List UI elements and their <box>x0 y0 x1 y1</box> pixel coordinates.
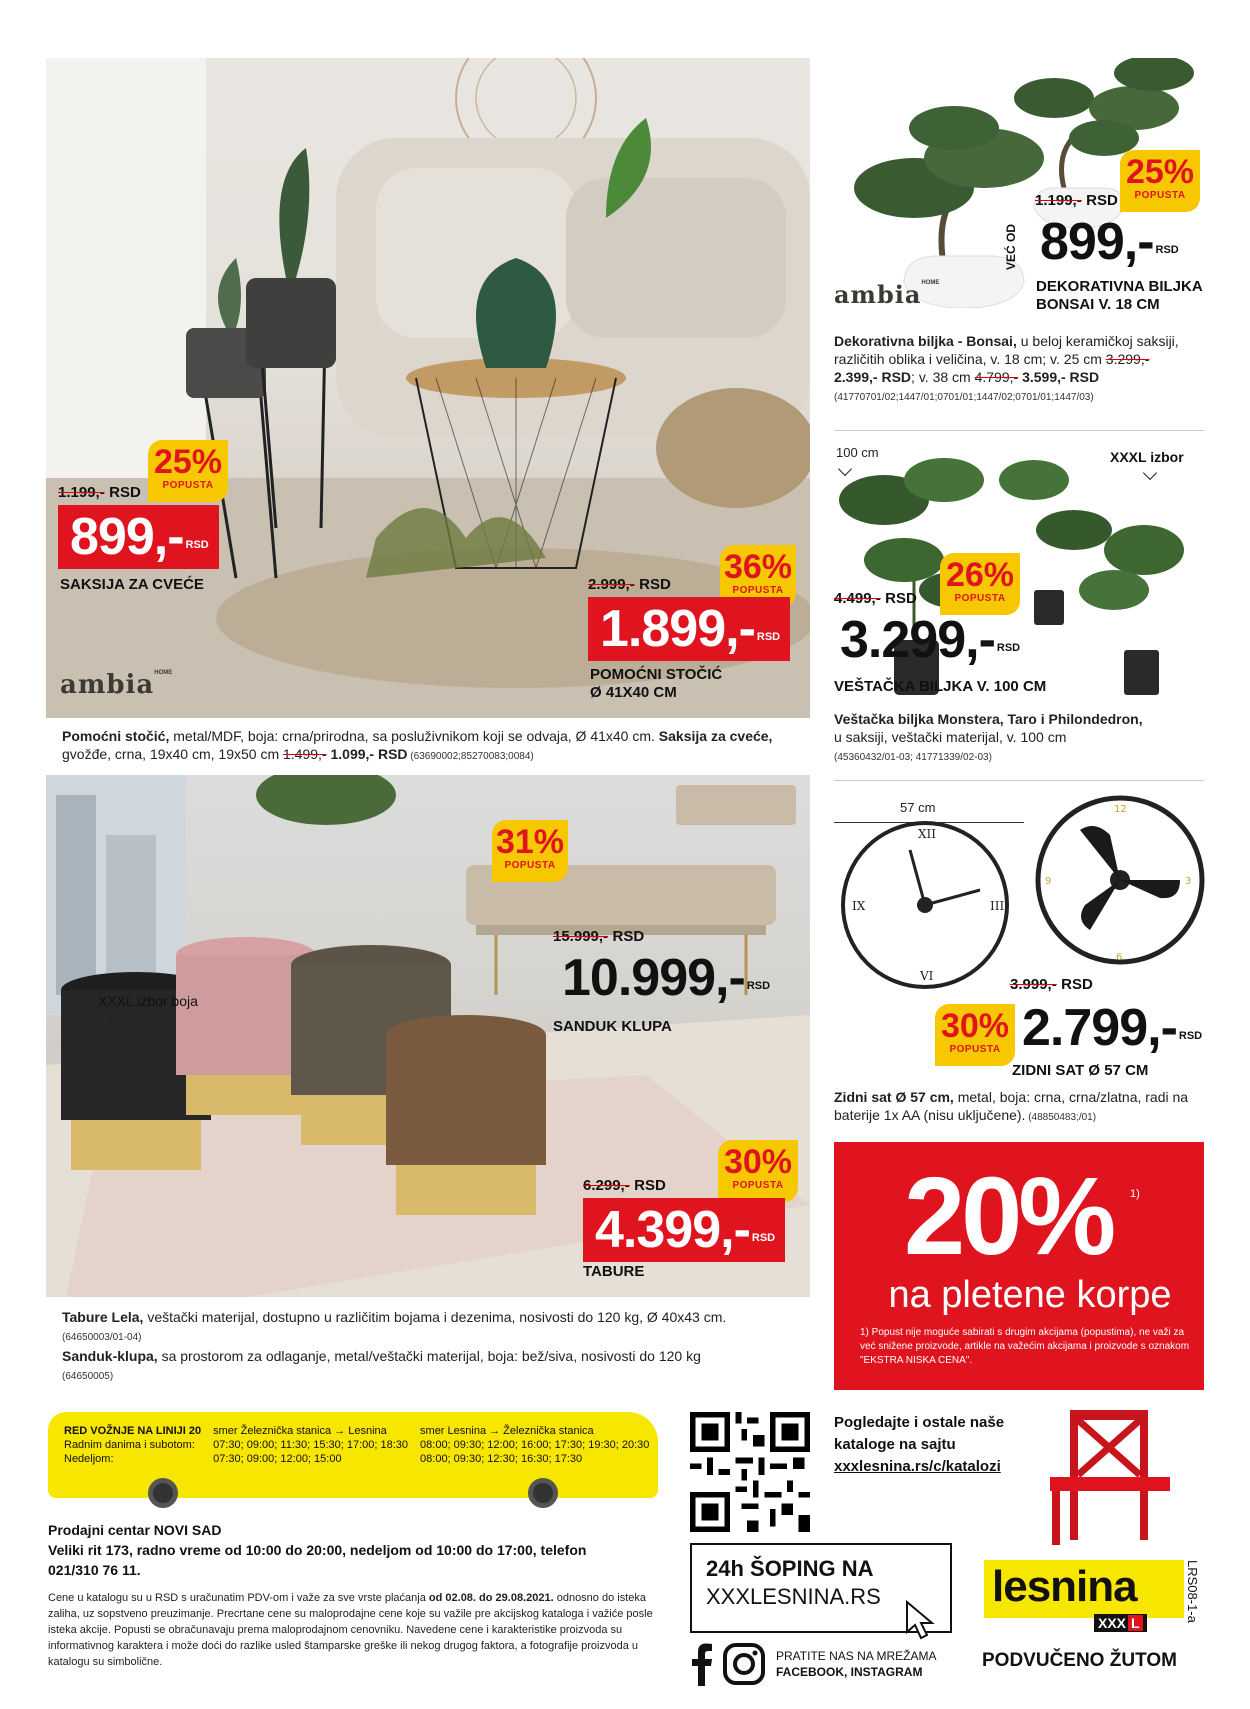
bus-timetable <box>48 1412 662 1504</box>
stool-discount-badge <box>718 1140 798 1202</box>
promo-footnote-mark: 1) <box>1130 1188 1140 1200</box>
living-description: Pomoćni stočić, metal/MDF, boja: crna/prirodna, sa posluživnikom koji se odvaja, Ø 41x40 cm. Saksija za cveće, gvožđe, crna, 19x40 cm, 19x50 cm 1.499,- 1.099,- RSD (63690002;85270083;0084) <box>62 728 773 762</box>
bonsai-description: Dekorativna biljka - Bonsai, u beloj keramičkoj saksiji, različitih oblika i veličina, v. 18 cm; v. 25 cm 3.299,- 2.399,- RSD; v. 38 cm 4.799,- 3.599,- RSD (41770701/02;1447/01;0701/01;1447/02;0701/01;1447/03) <box>834 333 1179 403</box>
monstera-size-mark: 100 cm <box>836 445 879 460</box>
bus-schedule-table <box>58 1424 655 1466</box>
bonsai-discount-label: POPUSTA <box>1134 190 1186 201</box>
table-old-price: 2.999,- RSD <box>588 576 671 593</box>
clock-discount-percent: 30% <box>940 1007 1010 1045</box>
bus-title: RED VOŽNJE NA LINIJI 20 <box>64 1425 202 1437</box>
qr-code-icon <box>690 1412 810 1532</box>
monstera-price: 3.299,- RSD <box>840 611 1021 669</box>
stool-xxxl-label: XXXL izbor boja <box>98 993 198 1009</box>
stool-price: 4.399,- RSD <box>583 1198 785 1262</box>
lesnina-logo-name: lesnina <box>992 1562 1137 1611</box>
bus-row1-a: 07:30; 09:00; 11:30; 15:30; 17:00; 18:30 <box>213 1439 409 1451</box>
promo-percent: 20% <box>904 1155 1113 1278</box>
bus-row1-label: Radnim danima i subotom: <box>64 1439 195 1451</box>
bus-row2-label: Nedeljom: <box>64 1453 114 1465</box>
promo-note: 1) Popust nije moguće sabirati s drugim akcijama (popustima), ne važi za već snižene proizvode, artikle na važećim akcijama i proizvode s oznakom "EKSTRA NISKA CENA". <box>860 1327 1190 1366</box>
clock-old-price: 3.999,- RSD <box>1010 976 1093 993</box>
logo-slogan: PODVUČENO ŽUTOM <box>982 1650 1177 1671</box>
store-disclaimer: Cene u katalogu su u RSD s uračunatim PDV-om i važe za sve vrste plaćanja od 02.08. do 29.08.2021. odnosno do isteka zaliha, uz sopstveno preuzimanje. Precrtane cene su maloprodajne cene koje su važile pre akcijskog kataloga i važiće posle isteka akcije. Popusti se obračunavaju prema maloprodajnom cenovniku. Navedene cene i karakteristike proizvoda su informativnog karaktera i može doći do razlike usled štamparske greške ili nekog drugog faktora, a fotografije proizvoda u katalogu su simbolične. <box>48 1592 653 1668</box>
stool-old-price: 6.299,- RSD <box>583 1177 666 1194</box>
lesnina-logo-xxx: XXX L <box>1094 1614 1147 1632</box>
svg-text:IX: IX <box>852 899 866 913</box>
bus-row2-a: 07:30; 09:00; 12:00; 15:00 <box>213 1453 342 1465</box>
shop-line1: 24h ŠOPING NA <box>706 1556 874 1581</box>
monstera-description: Veštačka biljka Monstera, Taro i Philondedron, u saksiji, veštački materijal, v. 100 cm (45360432/01-03; 41771339/02-03) <box>834 711 1143 763</box>
facebook-icon[interactable] <box>690 1642 714 1686</box>
basket-promo-banner <box>834 1142 1204 1390</box>
table-price: 1.899,- RSD <box>588 597 790 661</box>
clock-size-mark: 57 cm <box>900 800 936 815</box>
bus-dir2: smer Lesnina → Železnička stanica <box>420 1425 594 1437</box>
stool-caption: TABURE <box>583 1263 645 1280</box>
monstera-discount-percent: 26% <box>945 556 1015 594</box>
svg-text:XII: XII <box>918 827 937 841</box>
bench-discount-percent: 31% <box>495 823 565 861</box>
svg-text:III: III <box>990 899 1005 913</box>
bus-dir1: smer Železnička stanica → Lesnina <box>213 1425 387 1437</box>
pot-old-price: 1.199,- RSD <box>58 484 141 501</box>
monstera-discount-label: POPUSTA <box>954 593 1006 604</box>
bonsai-discount-badge <box>1120 150 1200 212</box>
ambia-logo-right: ambia$^{HOME}$ <box>834 280 940 309</box>
pot-discount-badge <box>148 440 228 502</box>
bus-wheel-rear <box>528 1478 558 1508</box>
clock-description: Zidni sat Ø 57 cm, metal, boja: crna, crna/zlatna, radi na baterije 1x AA (nisu uključene). (48850483;/01) <box>834 1089 1189 1123</box>
svg-text:VI: VI <box>920 969 934 983</box>
bench-old-price: 15.999,- RSD <box>553 928 645 945</box>
monstera-caption: VEŠTAČKA BILJKA V. 100 CM <box>834 678 1047 695</box>
clock-photo <box>830 790 1210 990</box>
monstera-xxxl-label: XXXL izbor <box>1110 449 1184 465</box>
catalogs-link[interactable]: xxxlesnina.rs/c/katalozi <box>834 1458 1001 1475</box>
bench-discount-badge <box>492 820 568 882</box>
bench-caption: SANDUK KLUPA <box>553 1018 672 1035</box>
bonsai-price: 899,- RSD <box>1040 213 1179 271</box>
svg-text:12: 12 <box>1114 804 1127 815</box>
lesnina-logo[interactable] <box>984 1560 1184 1640</box>
pot-discount-label: POPUSTA <box>162 480 214 491</box>
table-discount-percent: 36% <box>723 548 793 586</box>
pot-discount-percent: 25% <box>153 443 223 481</box>
bonsai-price-prefix: VEĆ OD <box>1004 223 1018 270</box>
clock-discount-label: POPUSTA <box>949 1044 1001 1055</box>
social-text: PRATITE NAS NA MREŽAMA FACEBOOK, INSTAGRAM <box>776 1649 937 1679</box>
instagram-icon[interactable] <box>722 1642 766 1686</box>
store-title: Prodajni centar NOVI SAD <box>48 1522 222 1538</box>
bonsai-caption: DEKORATIVNA BILJKA BONSAI V. 18 CM <box>1036 278 1203 313</box>
pot-caption: SAKSIJA ZA CVEĆE <box>60 576 204 593</box>
promo-text: na pletene korpe <box>888 1274 1172 1316</box>
svg-text:6: 6 <box>1116 952 1123 963</box>
divider-2 <box>834 780 1204 781</box>
bonsai-discount-percent: 25% <box>1125 153 1195 191</box>
shop-line2: XXXLESNINA.RS <box>706 1584 881 1609</box>
bus-wheel-front <box>148 1478 178 1508</box>
catalogs-text: Pogledajte i ostale naše kataloge na sajtu xxxlesnina.rs/c/katalozi <box>834 1412 1004 1478</box>
pot-price: 899,- RSD <box>58 505 219 569</box>
bench-price: 10.999,- RSD <box>562 949 771 1007</box>
bus-row1-b: 08:00; 09:30; 12:00; 16:00; 17:30; 19:30; 20:30 <box>420 1439 650 1451</box>
bonsai-old-price: 1.199,- RSD <box>1035 192 1118 209</box>
stool-discount-percent: 30% <box>723 1143 793 1181</box>
stool-discount-label: POPUSTA <box>732 1180 784 1191</box>
divider-1 <box>834 430 1204 431</box>
bench-discount-label: POPUSTA <box>504 860 556 871</box>
ambia-logo-left: ambia$^{HOME}$ <box>60 670 173 700</box>
stool-bench-description: Tabure Lela, veštački materijal, dostupno u različitim bojama i dezenima, nosivosti do 120 kg, Ø 40x43 cm. (64650003/01-04) Sanduk-klupa, sa prostorom za odlaganje, metal/veštački materijal, boja: bež/siva, nosivosti do 120 kg (64650005) <box>62 1309 727 1382</box>
store-address: Veliki rit 173, radno vreme od 10:00 do 20:00, nedeljom od 10:00 do 17:00, telefon 021/310 76 11. <box>48 1542 587 1578</box>
svg-text:3: 3 <box>1185 876 1192 887</box>
svg-text:9: 9 <box>1045 876 1052 887</box>
bus-row2-b: 08:00; 09:30; 12:30; 16:30; 17:30 <box>420 1453 583 1465</box>
monstera-discount-badge <box>940 553 1020 615</box>
monstera-old-price: 4.499,- RSD <box>834 590 917 607</box>
cursor-arrow-icon <box>905 1600 939 1645</box>
clock-discount-badge <box>935 1004 1015 1066</box>
clock-illustration <box>830 790 1210 990</box>
table-discount-label: POPUSTA <box>732 585 784 596</box>
side-code: LRS08-1-a <box>1185 1560 1200 1623</box>
red-chair-image <box>1030 1405 1180 1545</box>
qr-code[interactable] <box>690 1412 810 1532</box>
clock-price: 2.799,- RSD <box>1022 999 1203 1057</box>
clock-caption: ZIDNI SAT Ø 57 CM <box>1012 1062 1149 1079</box>
table-caption: POMOĆNI STOČIĆ Ø 41X40 CM <box>590 666 723 701</box>
